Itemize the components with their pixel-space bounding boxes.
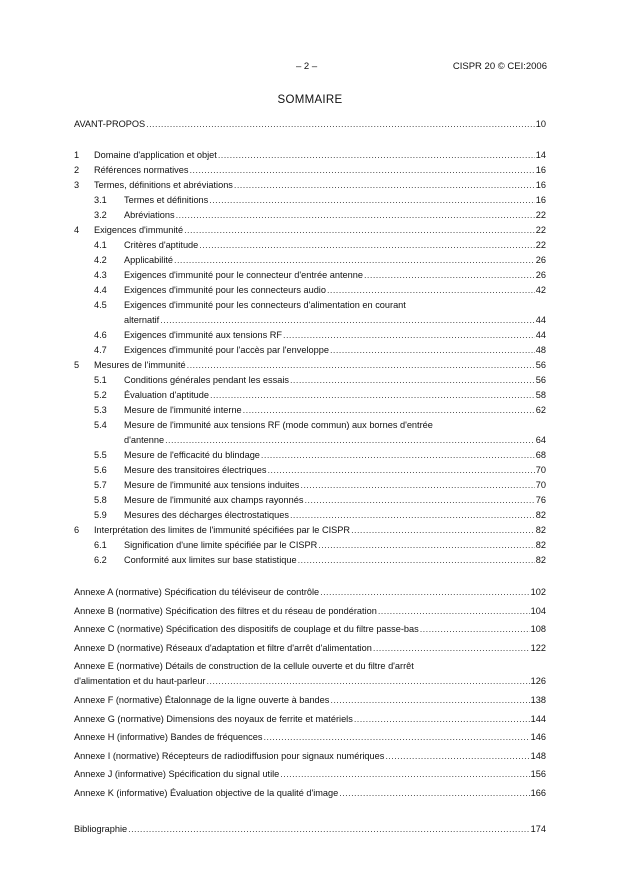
toc-entry-page: 14 (535, 150, 546, 160)
toc-entry-number: 3.1 (94, 195, 107, 205)
dot-leader (300, 478, 534, 493)
toc-entry-page: 16 (535, 165, 546, 175)
toc-annex-line (74, 674, 546, 689)
toc-entry-label: Termes et définitions (124, 195, 209, 205)
toc-entry[interactable] (74, 223, 546, 238)
toc-entry-page: 22 (535, 240, 546, 250)
toc-entry-label: Annexe J (informative) Spécification du signal utile (74, 769, 280, 780)
toc-entry[interactable] (74, 538, 546, 553)
toc-annex-entry[interactable] (74, 786, 546, 801)
toc-entry-page: 82 (535, 540, 546, 550)
toc-entry-page: 138 (530, 694, 546, 705)
toc-entry-label: Exigences d'immunité pour les connecteurs d'alimentation en courant (124, 300, 406, 310)
dot-leader (339, 786, 529, 801)
toc-entry-page: 42 (535, 285, 546, 295)
toc-entry[interactable] (74, 208, 546, 223)
toc-annex-entry[interactable] (74, 604, 546, 619)
toc-entry-number: 3 (74, 180, 80, 190)
toc-entry-page: 82 (535, 510, 546, 520)
toc-entry-page: 48 (535, 345, 546, 355)
toc-entry-page: 56 (535, 375, 546, 385)
dot-leader (165, 433, 535, 448)
dot-leader (210, 388, 535, 403)
toc-entry-label: Signification d'une limite spécifiée par le CISPR (124, 540, 318, 550)
toc-entry-label: Mesures des décharges électrostatiques (124, 510, 289, 520)
toc-entry-number: 6 (74, 525, 80, 535)
toc-entry-page: 58 (535, 390, 546, 400)
toc-entry[interactable] (74, 388, 546, 403)
toc-entry-label: Mesures de l'immunité (94, 360, 186, 370)
toc-entry-label: Abréviations (124, 210, 175, 220)
toc-entry-page: 102 (530, 587, 546, 597)
toc-entry-label: Évaluation d'aptitude (124, 390, 210, 400)
toc-entry-label: Exigences d'immunité pour les connecteurs audio (124, 285, 326, 295)
toc-entry[interactable] (74, 523, 546, 538)
toc-entry-number: 4 (74, 225, 80, 235)
toc-entry[interactable] (74, 463, 546, 478)
toc-entry-number: 5.8 (94, 495, 107, 505)
toc-entry-label: Mesure de l'immunité aux tensions induites (124, 480, 300, 490)
toc-entry[interactable] (74, 268, 546, 283)
toc-entry-number: 4.2 (94, 255, 107, 265)
toc-entry-label: Conformité aux limites sur base statistique (124, 555, 297, 565)
toc-entry-page: 70 (535, 480, 546, 490)
dot-leader (174, 253, 535, 268)
toc-entry-number: 5.1 (94, 375, 107, 385)
toc-entry-label: Mesure des transitoires électriques (124, 465, 267, 475)
toc-entry-continuation[interactable] (74, 313, 546, 328)
toc-entry-label: Critères d'aptitude (124, 240, 199, 250)
toc-sections (74, 148, 546, 568)
dot-leader (218, 148, 535, 163)
toc-entry-page: 22 (535, 225, 546, 235)
toc-entry-label: Annexe K (informative) Évaluation objective de la qualité d'image (74, 787, 339, 798)
dot-leader (378, 604, 530, 619)
dot-leader (189, 163, 534, 178)
toc-entry-number: 5.6 (94, 465, 107, 475)
dot-leader (290, 508, 535, 523)
toc-entry-page: 166 (530, 787, 546, 798)
dot-leader (146, 117, 535, 132)
dot-leader (373, 641, 530, 656)
table-of-contents (74, 117, 546, 837)
toc-annex-entry[interactable] (74, 641, 546, 656)
dot-leader (304, 493, 534, 508)
toc-annex-entry[interactable] (74, 712, 546, 727)
toc-entry-page: 148 (530, 750, 546, 761)
dot-leader (420, 622, 530, 637)
toc-entry-page: 82 (535, 555, 546, 565)
toc-entry-number: 4.4 (94, 285, 107, 295)
dot-leader (298, 553, 535, 568)
toc-entry-number: 4.7 (94, 345, 107, 355)
toc-entry-number: 5.3 (94, 405, 107, 415)
toc-entry-page: 174 (530, 823, 546, 834)
toc-entry-continuation[interactable] (74, 433, 546, 448)
toc-entry[interactable] (74, 298, 546, 313)
dot-leader (128, 822, 530, 837)
toc-entry-page: 156 (530, 769, 546, 780)
dot-leader (364, 268, 535, 283)
toc-entry-number: 4.5 (94, 300, 107, 310)
toc-entry-page: 82 (535, 525, 546, 535)
toc-entry-label: d'alimentation et du haut-parleur (74, 676, 206, 687)
dot-leader (160, 313, 535, 328)
toc-entry[interactable] (74, 148, 546, 163)
toc-entry-bibliographie[interactable] (74, 822, 546, 837)
dot-leader (206, 674, 529, 689)
toc-entry-page: 16 (535, 195, 546, 205)
toc-entry-page: 104 (530, 605, 546, 616)
toc-annex-entry[interactable] (74, 659, 546, 689)
toc-entry-label: Annexe I (normative) Récepteurs de radiodiffusion pour signaux numériques (74, 750, 385, 761)
toc-entry[interactable] (74, 163, 546, 178)
toc-entry-page: 44 (535, 330, 546, 340)
page-header (0, 61, 620, 75)
toc-entry-label: Exigences d'immunité pour l'accès par l'enveloppe (124, 345, 329, 355)
dot-leader (263, 730, 529, 745)
toc-entry-number: 1 (74, 150, 80, 160)
toc-entry[interactable] (74, 373, 546, 388)
toc-entry[interactable] (74, 358, 546, 373)
toc-annex-line (74, 659, 546, 674)
toc-entry-label: Domaine d'application et objet (94, 150, 217, 160)
toc-entry-label: alternatif (124, 315, 160, 325)
dot-leader (354, 712, 530, 727)
toc-entry-number: 4.1 (94, 240, 107, 250)
toc-entry[interactable] (74, 343, 546, 358)
toc-entry-label: Annexe C (normative) Spécification des dispositifs de couplage et du filtre passe-bas (74, 624, 419, 635)
toc-entry-page: 68 (535, 450, 546, 460)
toc-entry-label: Annexe E (normative) Détails de construction de la cellule ouverte et du filtre d'arrêt (74, 661, 414, 672)
toc-entry[interactable] (74, 403, 546, 418)
toc-entry-number: 4.6 (94, 330, 107, 340)
toc-entry[interactable] (74, 283, 546, 298)
toc-entry-page: 26 (535, 270, 546, 280)
toc-entry-label: Interprétation des limites de l'immunité spécifiées par le CISPR (94, 525, 351, 535)
dot-leader (290, 373, 535, 388)
dot-leader (351, 523, 535, 538)
toc-entry[interactable] (74, 448, 546, 463)
toc-entry-label: Mesure de l'immunité interne (124, 405, 242, 415)
toc-entry-number: 3.2 (94, 210, 107, 220)
dot-leader (283, 328, 535, 343)
toc-entry-page: 76 (535, 495, 546, 505)
dot-leader (209, 193, 535, 208)
toc-entry-page: 22 (535, 210, 546, 220)
toc-entry-label: Annexe F (normative) Étalonnage de la ligne ouverte à bandes (74, 694, 330, 705)
toc-entry-page: 44 (535, 315, 546, 325)
dot-leader (243, 403, 535, 418)
toc-entry-label: Bibliographie (74, 823, 128, 834)
toc-entry[interactable] (74, 328, 546, 343)
toc-entry-label: Annexe G (normative) Dimensions des noyaux de ferrite et matériels (74, 713, 353, 724)
toc-entry-label: d'antenne (124, 435, 165, 445)
toc-entry-page: 144 (530, 713, 546, 724)
toc-entry[interactable] (74, 253, 546, 268)
toc-entry-number: 2 (74, 165, 80, 175)
toc-annex-entry[interactable] (74, 749, 546, 764)
dot-leader (261, 448, 535, 463)
dot-leader (318, 538, 535, 553)
toc-entry[interactable] (74, 553, 546, 568)
toc-entry-page: 122 (530, 642, 546, 653)
toc-annex-entry[interactable] (74, 693, 546, 708)
toc-entry-label: Applicabilité (124, 255, 174, 265)
toc-entry-label: Mesure de l'immunité aux tensions RF (mode commun) aux bornes d'entrée (124, 420, 433, 430)
toc-entry-page: 126 (530, 676, 546, 687)
dot-leader (320, 585, 530, 600)
toc-entry-number: 4.3 (94, 270, 107, 280)
toc-entry-number: 5.4 (94, 420, 107, 430)
dot-leader (199, 238, 534, 253)
toc-entry-page: 70 (535, 465, 546, 475)
toc-annex-entry[interactable] (74, 585, 546, 600)
toc-entry-page: 26 (535, 255, 546, 265)
toc-entry-number: 5.2 (94, 390, 107, 400)
toc-annex-entry[interactable] (74, 730, 546, 745)
toc-entry-label: Annexe H (informative) Bandes de fréquences (74, 732, 263, 743)
toc-entry-page: 146 (530, 732, 546, 743)
toc-entry[interactable] (74, 418, 546, 433)
page-title: SOMMAIRE (277, 94, 343, 106)
dot-leader (385, 749, 529, 764)
dot-leader (187, 358, 535, 373)
toc-entry-label: Exigences d'immunité aux tensions RF (124, 330, 283, 340)
toc-entry-avant-propos[interactable] (74, 117, 546, 132)
page-number: – 2 – (296, 61, 318, 72)
toc-entry-label: AVANT-PROPOS (74, 119, 146, 129)
toc-entry-number: 6.2 (94, 555, 107, 565)
dot-leader (330, 343, 535, 358)
toc-entry-label: Références normatives (94, 165, 189, 175)
toc-entry[interactable] (74, 238, 546, 253)
toc-entry-label: Annexe D (normative) Réseaux d'adaptation et filtre d'arrêt d'alimentation (74, 642, 372, 653)
toc-entry-page: 64 (535, 435, 546, 445)
toc-entry[interactable] (74, 478, 546, 493)
toc-annexes (74, 585, 546, 801)
toc-entry-label: Exigences d'immunité pour le connecteur d'entrée antenne (124, 270, 363, 280)
toc-annex-entry[interactable] (74, 622, 546, 637)
dot-leader (176, 208, 535, 223)
toc-entry[interactable] (74, 493, 546, 508)
dot-leader (234, 178, 535, 193)
toc-entry-page: 108 (530, 624, 546, 635)
toc-entry-page: 56 (535, 360, 546, 370)
toc-entry-number: 5.5 (94, 450, 107, 460)
toc-entry-number: 5 (74, 360, 80, 370)
dot-leader (330, 693, 529, 708)
toc-entry-label: Conditions générales pendant les essais (124, 375, 289, 385)
toc-entry-page: 62 (535, 405, 546, 415)
dot-leader (327, 283, 535, 298)
toc-entry-label: Mesure de l'efficacité du blindage (124, 450, 260, 460)
document-reference: CISPR 20 © CEI:2006 (452, 61, 547, 72)
toc-annex-entry[interactable] (74, 767, 546, 782)
toc-entry[interactable] (74, 508, 546, 523)
toc-entry[interactable] (74, 193, 546, 208)
toc-entry-page: 16 (535, 180, 546, 190)
toc-entry-page: 10 (535, 119, 546, 129)
toc-entry-label: Termes, définitions et abréviations (94, 180, 233, 190)
toc-entry-label: Annexe A (normative) Spécification du téléviseur de contrôle (74, 587, 320, 597)
toc-entry-label: Exigences d'immunité (94, 225, 184, 235)
toc-entry-number: 5.9 (94, 510, 107, 520)
toc-entry[interactable] (74, 178, 546, 193)
toc-entry-number: 5.7 (94, 480, 107, 490)
dot-leader (280, 767, 529, 782)
toc-entry-label: Annexe B (normative) Spécification des filtres et du réseau de pondération (74, 605, 377, 616)
toc-entry-number: 6.1 (94, 540, 107, 550)
toc-entry-label: Mesure de l'immunité aux champs rayonnés (124, 495, 304, 505)
dot-leader (184, 223, 535, 238)
dot-leader (267, 463, 534, 478)
